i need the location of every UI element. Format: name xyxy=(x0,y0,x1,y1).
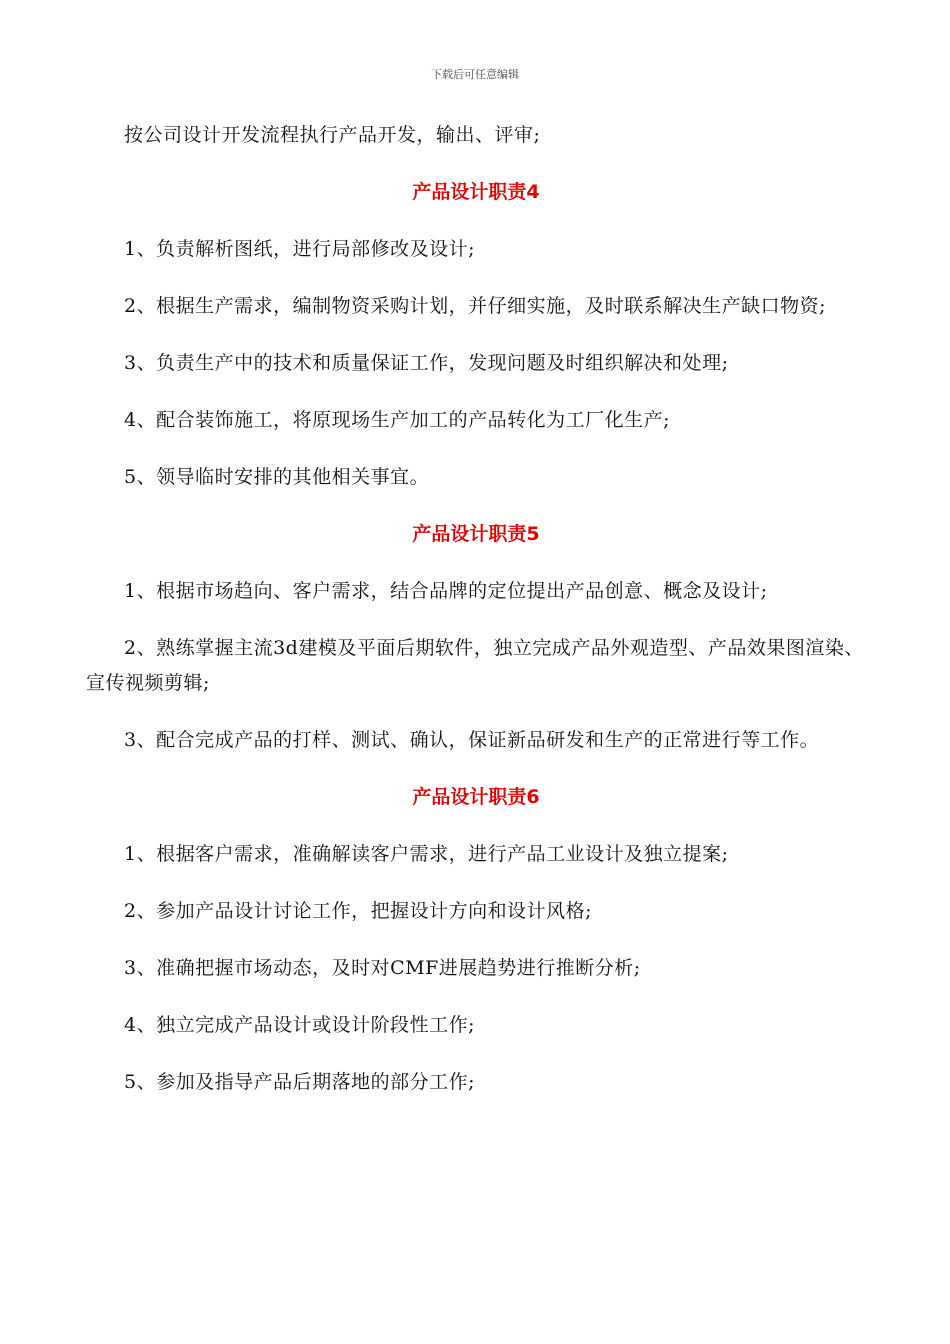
list-item: 5、参加及指导产品后期落地的部分工作; xyxy=(124,1071,475,1093)
list-item: 3、准确把握市场动态，及时对CMF进展趋势进行推断分析; xyxy=(124,957,641,979)
list-item: 5、领导临时安排的其他相关事宜。 xyxy=(124,466,430,488)
list-item: 2、根据生产需求，编制物资采购计划，并仔细实施，及时联系解决生产缺口物资; xyxy=(124,295,826,317)
intro-paragraph: 按公司设计开发流程执行产品开发，输出、评审; xyxy=(124,124,541,146)
section-heading-5: 产品设计职责5 xyxy=(412,523,540,545)
list-item: 3、负责生产中的技术和质量保证工作，发现问题及时组织解决和处理; xyxy=(124,352,729,374)
list-item: 2、参加产品设计讨论工作，把握设计方向和设计风格; xyxy=(124,900,592,922)
list-item: 3、配合完成产品的打样、测试、确认，保证新品研发和生产的正常进行等工作。 xyxy=(124,729,820,751)
section-heading-4: 产品设计职责4 xyxy=(412,181,540,203)
list-item: 4、配合装饰施工，将原现场生产加工的产品转化为工厂化生产; xyxy=(124,409,670,431)
section-heading-6: 产品设计职责6 xyxy=(412,786,540,808)
page-header-note: 下载后可任意编辑 xyxy=(431,68,519,81)
list-item: 1、负责解析图纸，进行局部修改及设计; xyxy=(124,238,475,260)
list-item: 1、根据客户需求，准确解读客户需求，进行产品工业设计及独立提案; xyxy=(124,843,729,865)
list-item: 4、独立完成产品设计或设计阶段性工作; xyxy=(124,1014,475,1036)
document-body xyxy=(86,118,866,1122)
list-item: 2、熟练掌握主流3d建模及平面后期软件，独立完成产品外观造型、产品效果图渲染、宣传视频剪辑; xyxy=(86,637,864,694)
list-item: 1、根据市场趋向、客户需求，结合品牌的定位提出产品创意、概念及设计; xyxy=(124,580,768,602)
